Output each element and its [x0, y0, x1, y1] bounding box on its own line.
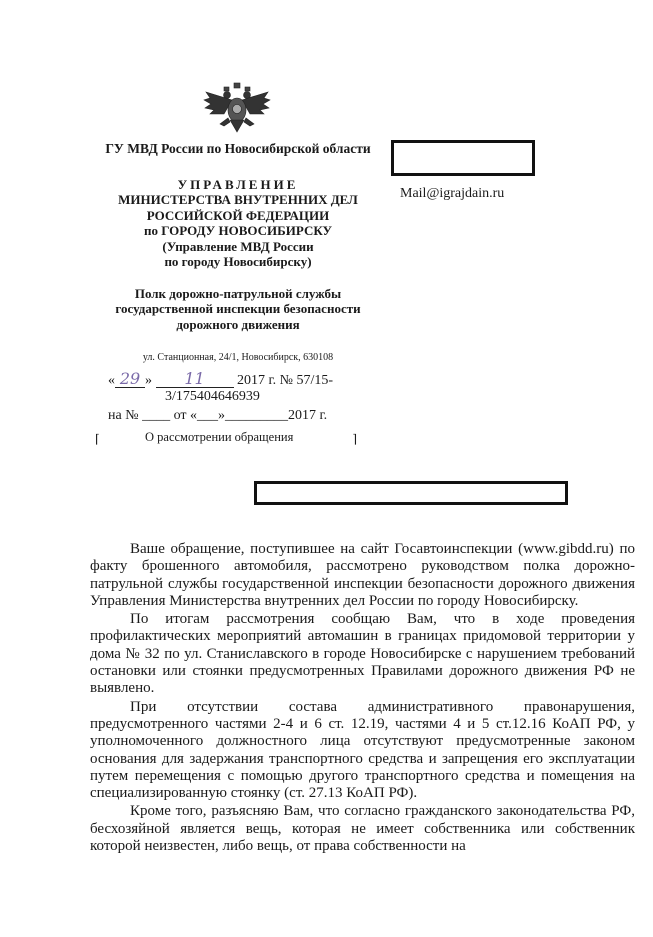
ministry-line-1: МИНИСТЕРСТВА ВНУТРЕННИХ ДЕЛ	[118, 192, 358, 207]
corner-bracket-left-icon: ⌈	[95, 432, 100, 446]
recipient-email: Mail@igrajdain.ru	[400, 186, 505, 201]
ministry-line-3: по ГОРОДУ НОВОСИБИРСКУ	[143, 223, 333, 238]
org-line: ГУ МВД России по Новосибирской области	[105, 141, 371, 156]
ministry-line-4: (Управление МВД России	[162, 238, 314, 254]
paragraph-1: Ваше обращение, поступившее на сайт Госавтоинспекции (www.gibdd.ru) по факту брошенного автомобиля, рассмотрено руководством полка дорожно-патрульной службы государственной инспекции безопасности дорожного движения Управления Министерства внутренних дел России по городу Новосибирску.	[90, 541, 635, 609]
paragraph-2: По итогам рассмотрения сообщаю Вам, что в ходе проведения профилактических мероприятий автомашин в границах придомовой территории у дома № 32 по ул. Станиславского в городе Новосибирске с нарушением требований остановки или стоянки предусмотренных Правилами дорожного движения РФ не выявлено.	[90, 611, 635, 697]
regiment-line-1: Полк дорожно-патрульной службы	[134, 285, 342, 301]
paragraph-3: При отсутствии состава административного правонарушения, предусмотренного частями 2-4 и 6 ст. 12.19, частями 4 и 5 ст.12.16 КоАП РФ, у уполномоченного должностного лица отсутствуют предусмотренные законом основания для задержания транспортного средства и запрещения его эксплуатации путем перемещения с помощью другого транспортного средства и помещения на специализированную стоянку (ст. 27.13 КоАП РФ).	[90, 698, 635, 802]
ministry-line-5: по городу Новосибирску)	[164, 254, 312, 269]
number-continuation: 3/175404646939	[165, 389, 260, 404]
reply-to-line: на № ____ от «___»_________2017 г.	[108, 408, 328, 423]
paragraph-4: Кроме того, разъясняю Вам, что согласно гражданского законодательства РФ, бесхозяйной является вещь, которая не имеет собственника или собственник которой неизвестен, либо вещь, от права собственности на	[90, 803, 635, 855]
handwritten-day: 29	[115, 370, 145, 388]
subject-line	[95, 430, 357, 445]
corner-bracket-right-icon: ⌉	[352, 432, 357, 446]
date-line: « 29 » 11 2017 г. № 57/15-	[108, 369, 334, 388]
redacted-recipient-name	[391, 140, 535, 176]
double-headed-eagle-icon	[202, 82, 272, 134]
year-number: 2017 г. № 57/15-	[237, 373, 334, 388]
ministry-line-2: РОССИЙСКОЙ ФЕДЕРАЦИИ	[146, 207, 330, 223]
handwritten-month: 11	[156, 370, 234, 388]
letterhead	[88, 141, 388, 366]
redacted-salutation	[254, 481, 568, 505]
upravlenie-heading: УПРАВЛЕНИЕ	[177, 176, 299, 192]
regiment-line-3: дорожного движения	[176, 316, 300, 332]
letter-body	[90, 541, 635, 856]
subject-text: О рассмотрении обращения	[145, 430, 294, 444]
address: ул. Станционная, 24/1, Новосибирск, 630108	[142, 352, 334, 363]
regiment-line-2: государственной инспекции безопасности	[115, 301, 361, 316]
